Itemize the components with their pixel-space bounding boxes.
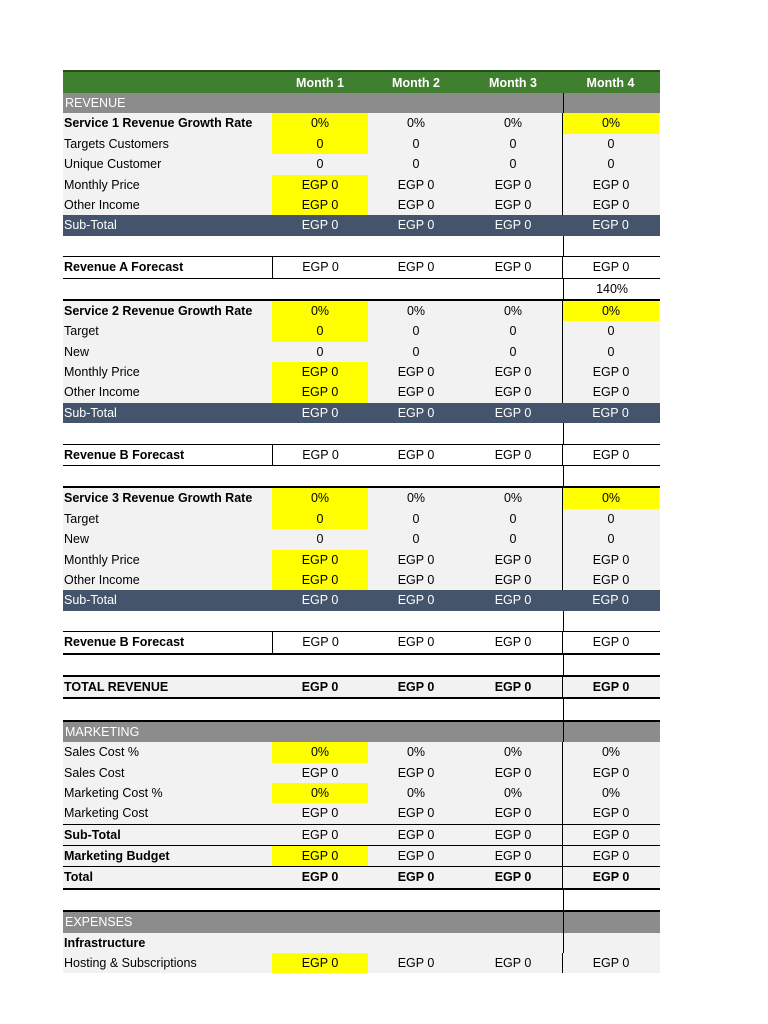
cell[interactable]: 0 [412, 157, 420, 172]
cell[interactable]: EGP 0 [592, 405, 629, 420]
cell[interactable]: 0% [406, 116, 426, 131]
row-label[interactable]: Sales Cost [64, 765, 125, 780]
cell[interactable]: EGP 0 [494, 572, 532, 587]
section-label[interactable]: REVENUE [65, 96, 126, 110]
section-label[interactable]: MARKETING [65, 724, 140, 739]
cell[interactable]: 0 [412, 136, 420, 151]
cell[interactable]: 0 [562, 529, 659, 549]
table-row [63, 509, 660, 529]
cell[interactable]: EGP 0 [562, 195, 659, 215]
blank-row [63, 890, 660, 910]
cell[interactable]: 0% [272, 301, 368, 321]
cell[interactable]: EGP 0 [301, 593, 339, 608]
blank-row [63, 699, 660, 719]
cell[interactable]: EGP 0 [494, 956, 532, 971]
row-label[interactable]: Service 3 Revenue Growth Rate [64, 491, 253, 506]
cell[interactable]: EGP 0 [272, 550, 368, 570]
row-label[interactable]: New [64, 532, 90, 547]
table-row [63, 570, 660, 590]
row-label[interactable]: Targets Customers [64, 136, 169, 151]
row-label[interactable]: Revenue A Forecast [64, 260, 184, 275]
row-label[interactable]: Target [64, 511, 99, 526]
table-row [63, 529, 660, 549]
row-label[interactable]: Total [64, 870, 93, 885]
cell[interactable]: 0% [562, 742, 659, 762]
subtotal-row [63, 590, 660, 610]
cell[interactable]: EGP 0 [592, 218, 629, 233]
row-label[interactable]: Revenue B Forecast [64, 447, 185, 462]
cell[interactable]: EGP 0 [397, 870, 435, 885]
cell[interactable]: 0% [406, 303, 426, 318]
cell[interactable]: 0 [562, 509, 659, 529]
cell[interactable]: EGP 0 [494, 197, 532, 212]
row-label[interactable]: Other Income [64, 197, 140, 212]
cell[interactable]: EGP 0 [397, 552, 435, 567]
cell[interactable]: EGP 0 [272, 953, 368, 973]
cell[interactable]: EGP 0 [397, 956, 435, 971]
cell[interactable]: EGP 0 [301, 806, 339, 821]
cell[interactable]: 0 [509, 344, 517, 359]
subtotal-row [63, 215, 660, 235]
row-label[interactable]: Service 1 Revenue Growth Rate [64, 116, 253, 131]
cell[interactable]: 0% [503, 116, 523, 131]
total-revenue-row [63, 675, 660, 699]
cell[interactable]: EGP 0 [494, 849, 532, 864]
row-label[interactable]: Monthly Price [64, 365, 140, 380]
forecast-row [63, 256, 660, 278]
row-label[interactable]: Sub-Total [64, 405, 117, 420]
table-row [63, 953, 660, 973]
row-label[interactable]: Unique Customer [64, 157, 162, 172]
cell[interactable]: EGP 0 [397, 572, 435, 587]
row-label[interactable]: TOTAL REVENUE [64, 679, 169, 694]
table-row [63, 803, 660, 824]
table-row [63, 113, 660, 133]
cell[interactable]: 0 [316, 344, 324, 359]
cell[interactable]: EGP 0 [397, 849, 435, 864]
cell[interactable]: EGP 0 [562, 632, 659, 652]
cell[interactable]: EGP 0 [494, 365, 532, 380]
row-label[interactable]: Target [64, 324, 99, 339]
note-row [63, 279, 660, 301]
blank-row [63, 611, 660, 631]
cell[interactable]: 0 [316, 532, 324, 547]
cell[interactable]: EGP 0 [494, 405, 532, 420]
cell[interactable]: EGP 0 [494, 177, 532, 192]
cell[interactable]: 0 [562, 134, 659, 154]
month-header[interactable]: Month 2 [392, 76, 440, 90]
cell[interactable]: EGP 0 [397, 765, 435, 780]
cell[interactable]: EGP 0 [301, 218, 339, 233]
cell[interactable]: EGP 0 [397, 806, 435, 821]
table-row [63, 175, 660, 195]
cell[interactable]: EGP 0 [562, 362, 659, 382]
cell[interactable]: 0 [562, 342, 659, 362]
cell[interactable]: EGP 0 [494, 827, 532, 842]
table-row [63, 382, 660, 402]
section-expenses [63, 910, 660, 932]
table-row [63, 362, 660, 382]
cell[interactable]: 0% [562, 301, 659, 321]
row-label[interactable]: Marketing Budget [64, 849, 170, 864]
cell[interactable]: EGP 0 [562, 953, 659, 973]
cell[interactable]: EGP 0 [494, 806, 532, 821]
table-row [63, 763, 660, 783]
row-label[interactable]: Marketing Cost % [64, 785, 163, 800]
budget-row [63, 846, 660, 867]
cell[interactable]: EGP 0 [494, 260, 532, 275]
cell[interactable]: EGP 0 [272, 846, 368, 866]
row-label[interactable]: Sub-Total [64, 827, 121, 842]
cell[interactable]: EGP 0 [494, 593, 532, 608]
cell[interactable]: EGP 0 [272, 195, 368, 215]
cell[interactable]: 0 [509, 511, 517, 526]
cell[interactable]: 0 [509, 136, 517, 151]
cell[interactable]: 0 [272, 509, 368, 529]
section-marketing [63, 720, 660, 742]
table-row [63, 154, 660, 174]
cell[interactable]: 0 [562, 154, 659, 174]
cell[interactable]: EGP 0 [397, 593, 435, 608]
group-row [63, 933, 660, 953]
month-header[interactable]: Month 1 [296, 76, 344, 90]
cell[interactable]: EGP 0 [494, 765, 532, 780]
section-label[interactable]: EXPENSES [65, 915, 133, 930]
row-label[interactable]: Hosting & Subscriptions [64, 956, 197, 971]
cell[interactable]: EGP 0 [272, 382, 368, 402]
cell[interactable]: EGP 0 [301, 765, 339, 780]
row-label[interactable]: Other Income [64, 385, 140, 400]
table-row [63, 134, 660, 154]
row-label[interactable]: Revenue B Forecast [64, 635, 185, 650]
cell[interactable]: EGP 0 [562, 867, 659, 887]
row-label[interactable]: Sub-Total [64, 218, 117, 233]
cell[interactable]: EGP 0 [272, 175, 368, 195]
cell[interactable]: 0 [272, 134, 368, 154]
group-label[interactable]: Infrastructure [64, 935, 146, 950]
cell[interactable]: 0% [562, 488, 659, 508]
table-row [63, 195, 660, 215]
cell[interactable]: EGP 0 [397, 405, 435, 420]
cell[interactable]: 0 [316, 157, 324, 172]
cell[interactable]: EGP 0 [397, 635, 435, 650]
table-row [63, 488, 660, 508]
cell[interactable]: EGP 0 [397, 679, 435, 694]
cell[interactable]: 0% [272, 113, 368, 133]
forecast-row [63, 631, 660, 654]
cell[interactable]: EGP 0 [562, 803, 659, 823]
cell[interactable]: 0 [412, 344, 420, 359]
spreadsheet [63, 70, 660, 973]
forecast-row [63, 444, 660, 466]
table-row [63, 783, 660, 803]
table-row [63, 301, 660, 321]
header-row [63, 70, 660, 93]
cell[interactable]: EGP 0 [397, 260, 435, 275]
cell[interactable]: EGP 0 [592, 593, 629, 608]
cell[interactable]: EGP 0 [562, 825, 659, 845]
cell[interactable]: 0 [509, 324, 517, 339]
cell[interactable]: EGP 0 [397, 827, 435, 842]
cell[interactable]: 0 [412, 511, 420, 526]
cell[interactable]: EGP 0 [272, 362, 368, 382]
cell[interactable]: 0 [412, 532, 420, 547]
cell[interactable]: EGP 0 [562, 763, 659, 783]
cell[interactable]: EGP 0 [494, 635, 532, 650]
cell[interactable]: 0% [272, 783, 368, 803]
cell[interactable]: EGP 0 [562, 846, 659, 866]
row-label[interactable]: Sales Cost % [64, 745, 140, 760]
cell[interactable]: 0 [562, 321, 659, 341]
cell[interactable]: 0% [272, 742, 368, 762]
table-row [63, 742, 660, 762]
cell[interactable]: EGP 0 [397, 447, 435, 462]
cell[interactable]: EGP 0 [397, 177, 435, 192]
cell[interactable]: 0% [503, 745, 523, 760]
cell[interactable]: EGP 0 [397, 385, 435, 400]
cell[interactable]: EGP 0 [301, 679, 339, 694]
cell[interactable]: EGP 0 [301, 827, 339, 842]
month-header[interactable]: Month 4 [586, 76, 635, 90]
cell[interactable]: EGP 0 [301, 405, 339, 420]
cell[interactable]: 0% [406, 745, 426, 760]
cell[interactable]: EGP 0 [494, 218, 532, 233]
blank-row [63, 466, 660, 488]
cell[interactable]: EGP 0 [397, 365, 435, 380]
subtotal-row [63, 403, 660, 423]
cell[interactable]: 0% [503, 785, 523, 800]
cell[interactable]: EGP 0 [494, 447, 532, 462]
cell[interactable]: 0 [509, 532, 517, 547]
cell[interactable]: EGP 0 [494, 552, 532, 567]
table-row [63, 321, 660, 341]
month-header[interactable]: Month 3 [489, 76, 537, 90]
cell[interactable]: EGP 0 [562, 550, 659, 570]
cell[interactable]: 0 [509, 157, 517, 172]
cell[interactable]: EGP 0 [397, 197, 435, 212]
cell[interactable]: EGP 0 [272, 632, 368, 652]
cell[interactable]: 0 [272, 321, 368, 341]
blank-row [63, 236, 660, 256]
subtotal-row [63, 825, 660, 846]
row-label[interactable]: Service 2 Revenue Growth Rate [64, 303, 253, 318]
cell[interactable]: 0% [562, 783, 659, 803]
table-row [63, 342, 660, 362]
cell[interactable]: EGP 0 [562, 570, 659, 590]
row-label[interactable]: Monthly Price [64, 177, 140, 192]
blank-row [63, 423, 660, 443]
row-label[interactable]: Marketing Cost [64, 806, 149, 821]
row-label[interactable]: New [64, 344, 90, 359]
row-label[interactable]: Sub-Total [64, 593, 117, 608]
cell[interactable]: 0% [272, 488, 368, 508]
row-label[interactable]: Other Income [64, 572, 140, 587]
cell[interactable]: EGP 0 [562, 257, 659, 277]
cell[interactable]: EGP 0 [562, 382, 659, 402]
cell[interactable]: 140% [563, 279, 660, 299]
cell[interactable]: EGP 0 [397, 218, 435, 233]
cell[interactable]: EGP 0 [301, 870, 339, 885]
cell[interactable]: EGP 0 [562, 445, 659, 465]
cell[interactable]: EGP 0 [272, 257, 368, 277]
cell[interactable]: EGP 0 [494, 679, 532, 694]
cell[interactable]: 0 [412, 324, 420, 339]
cell[interactable]: EGP 0 [494, 385, 532, 400]
cell[interactable]: EGP 0 [562, 677, 659, 697]
cell[interactable]: 0% [562, 113, 659, 133]
cell[interactable]: EGP 0 [494, 870, 532, 885]
blank-row [63, 655, 660, 675]
cell[interactable]: EGP 0 [272, 445, 368, 465]
cell[interactable]: EGP 0 [562, 175, 659, 195]
total-row [63, 867, 660, 889]
cell[interactable]: EGP 0 [272, 570, 368, 590]
table-row [63, 550, 660, 570]
cell[interactable]: 0% [406, 491, 426, 506]
cell[interactable]: 0% [406, 785, 426, 800]
cell[interactable]: 0% [503, 303, 523, 318]
cell[interactable]: 0% [503, 491, 523, 506]
section-revenue [63, 93, 660, 113]
row-label[interactable]: Monthly Price [64, 552, 140, 567]
